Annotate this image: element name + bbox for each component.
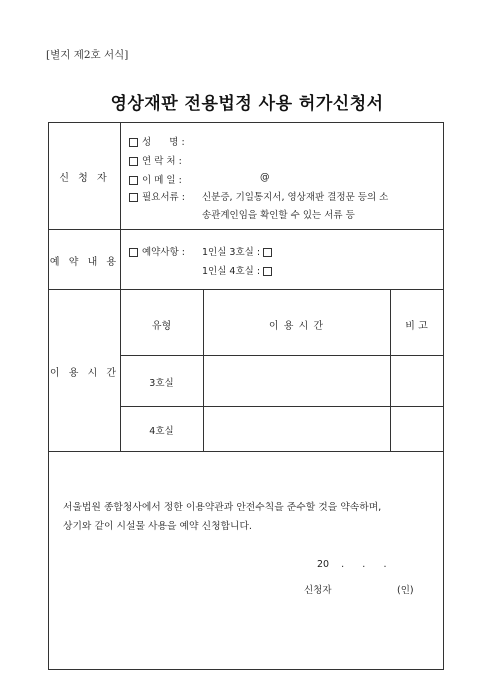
pledge-line-1: 서울법원 종합청사에서 정한 이용약관과 안전수칙을 준수할 것을 약속하며, xyxy=(63,502,382,513)
room3-option[interactable] xyxy=(202,244,272,258)
pledge-line-2: 상기와 같이 시설물 사용을 예약 신청합니다. xyxy=(63,521,253,532)
seal-mark: (인) xyxy=(397,585,414,596)
checkbox-icon xyxy=(129,176,138,185)
usage-row-divider xyxy=(120,406,443,407)
usage-col-divider-1 xyxy=(203,289,204,451)
docs-label: 필요서류 : xyxy=(142,192,185,203)
usage-header-divider xyxy=(120,355,443,356)
room3-label: 1인실 3호실 : xyxy=(202,247,261,258)
divider-reservation xyxy=(49,289,443,290)
room3-checkbox-icon[interactable] xyxy=(263,248,272,257)
signature-label: 신청자 xyxy=(304,585,332,596)
name-label: 성 명 : xyxy=(142,137,185,148)
header-note: 비 고 xyxy=(405,321,428,332)
usage-col-divider-2 xyxy=(390,289,391,451)
email-at-sign: @ xyxy=(260,172,270,183)
required-docs-field xyxy=(129,189,185,203)
usage-time-label: 이 용 시 간 xyxy=(49,368,120,379)
row-room4: 4호실 xyxy=(149,426,174,437)
date-line: 20 . . . xyxy=(317,559,387,570)
room4-checkbox-icon[interactable] xyxy=(263,267,272,276)
form-number: [별지 제2호 서식] xyxy=(46,49,129,61)
divider-applicant xyxy=(49,229,443,230)
email-label: 이 메 일 : xyxy=(142,175,182,186)
document-title: 영상재판 전용법정 사용 허가신청서 xyxy=(110,94,384,114)
checkbox-icon xyxy=(129,193,138,202)
contact-label: 연 락 처 : xyxy=(142,156,182,167)
reservation-label: 예 약 내 용 xyxy=(49,257,120,268)
room4-label: 1인실 4호실 : xyxy=(202,266,261,277)
checkbox-icon xyxy=(129,248,138,257)
docs-line-2: 송관계인임을 확인할 수 있는 서류 등 xyxy=(202,210,355,221)
name-field[interactable] xyxy=(129,134,185,148)
row-room3: 3호실 xyxy=(149,378,174,389)
applicant-label: 신 청 자 xyxy=(59,173,110,184)
header-usage-time: 이 용 시 간 xyxy=(268,321,325,332)
room4-option[interactable] xyxy=(202,263,272,277)
label-column-divider xyxy=(120,123,121,451)
email-field[interactable] xyxy=(129,172,182,186)
checkbox-icon xyxy=(129,157,138,166)
reservation-item xyxy=(129,244,185,258)
header-type: 유형 xyxy=(151,321,172,332)
contact-field[interactable] xyxy=(129,153,182,167)
divider-usage xyxy=(49,451,443,452)
application-form-table xyxy=(48,122,444,670)
reservation-item-label: 예약사항 : xyxy=(142,247,185,258)
checkbox-icon xyxy=(129,138,138,147)
docs-line-1: 신분증, 기일통지서, 영상재판 결정문 등의 소 xyxy=(202,192,389,203)
